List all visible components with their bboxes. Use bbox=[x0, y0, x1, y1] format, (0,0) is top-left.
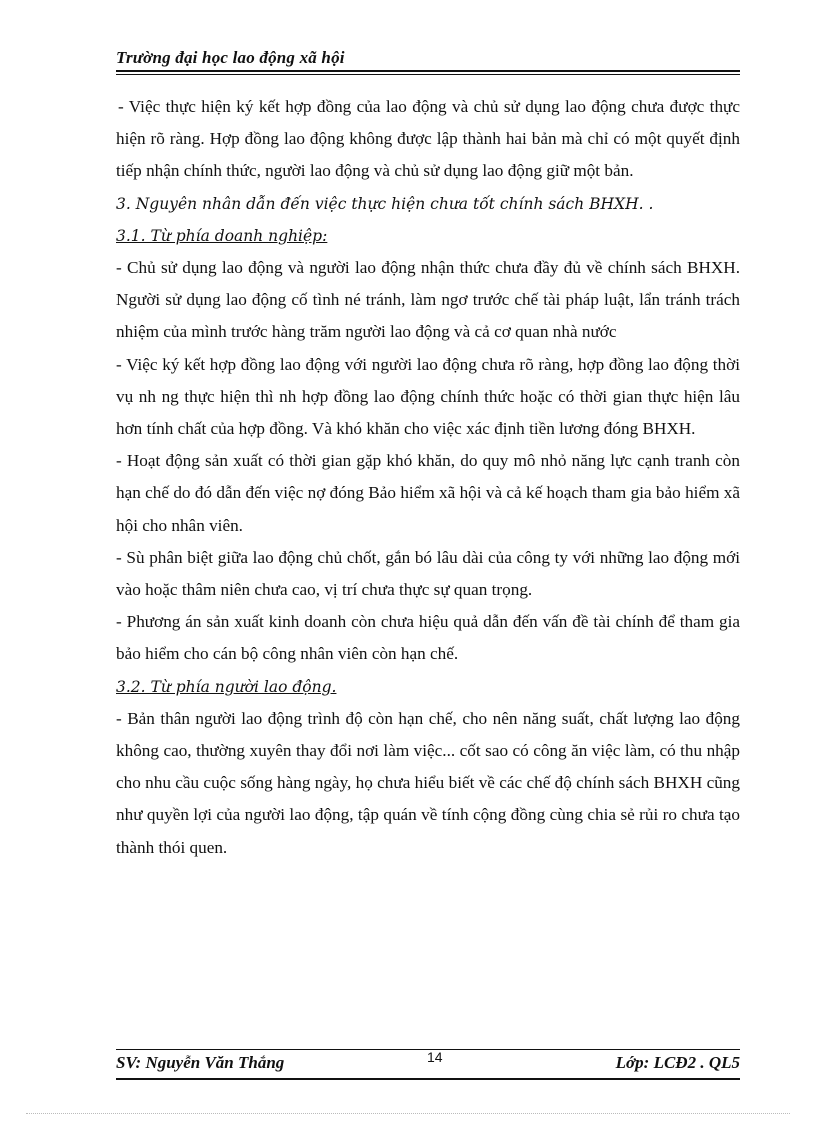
header-rule-thick bbox=[116, 70, 740, 72]
paragraph-discrimination: - Sù phân biệt giữa lao động chủ chốt, gắn bó lâu dài của công ty với những lao động mới vào hoặc thâm niên chưa cao, vị trí chưa thực sự quan trọng. bbox=[116, 547, 740, 600]
footer-rule-bottom bbox=[116, 1078, 740, 1080]
header-rule-thin bbox=[116, 74, 740, 75]
paragraph-contract-signing: - Việc ký kết hợp đồng lao động với người lao động chưa rõ ràng, hợp đồng lao động thời vụ nh ng thực hiện thì nh hợp đồng lao động chính thức hoặc có thời gian thực hiện lâu hơn tính chất của hợp đồng. Và khó khăn cho việc xác định tiền lương đóng BHXH. bbox=[116, 354, 740, 439]
page-footer bbox=[116, 1049, 740, 1079]
paragraph-awareness: - Chủ sử dụng lao động và người lao động nhận thức chưa đầy đủ về chính sách BHXH. Người sử dụng lao động cố tình né tránh, làm ngơ trước chế tài pháp luật, lẩn tránh trách nhiệm của mình trước hàng trăm người lao động và cả cơ quan nhà nước bbox=[116, 258, 740, 342]
paragraph-contract: - Việc thực hiện ký kết hợp đồng của lao động và chủ sử dụng lao động chưa được thực hiện rõ ràng. Hợp đồng lao động không được lập thành hai bản mà chỉ có một quyết định tiếp nhận chính thức, người lao động và chủ sử dụng lao động giữ một bản. bbox=[116, 97, 740, 181]
paragraph-workers: - Bản thân người lao động trình độ còn hạn chế, cho nên năng suất, chất lượng lao động không cao, thường xuyên thay đổi nơi làm việc... cốt sao có công ăn việc làm, có thu nhập cho nhu cầu cuộc sống hàng ngày, họ chưa hiểu biết về các chế độ chính sách BHXH cũng như quyền lợi của người lao động, tập quán về tính cộng đồng cùng chia sẻ rủi ro chưa tạo thành thói quen. bbox=[116, 708, 740, 857]
paragraph-business-plan: - Phương án sản xuất kinh doanh còn chưa hiệu quả dẫn đến vấn đề tài chính để tham gia bảo hiểm cho cán bộ công nhân viên còn hạn chế. bbox=[116, 612, 740, 664]
header-title: Trường đại học lao động xã hội bbox=[116, 48, 345, 67]
page-edge-dots bbox=[26, 1113, 790, 1115]
footer-student-name: SV: Nguyễn Văn Thắng bbox=[116, 1053, 285, 1072]
paragraph-production: - Hoạt động sản xuất có thời gian gặp khó khăn, do quy mô nhỏ năng lực cạnh tranh còn hạn chế do đó dẫn đến việc nợ đóng Bảo hiểm xã hội và cả kế hoạch tham gia bảo hiểm xã hội cho nhân viên. bbox=[116, 451, 740, 535]
section-heading-3: 3. Nguyên nhân dẫn đến việc thực hiện chưa tốt chính sách BHXH. . bbox=[116, 194, 654, 213]
page-header bbox=[116, 48, 740, 68]
page-number: 14 bbox=[427, 1049, 443, 1065]
subsection-heading-3-1: 3.1. Từ phía doanh nghiệp: bbox=[116, 226, 328, 245]
page-body bbox=[116, 91, 740, 864]
subsection-heading-3-2: 3.2. Từ phía người lao động. bbox=[116, 677, 337, 696]
footer-class: Lớp: LCĐ2 . QL5 bbox=[615, 1053, 740, 1072]
